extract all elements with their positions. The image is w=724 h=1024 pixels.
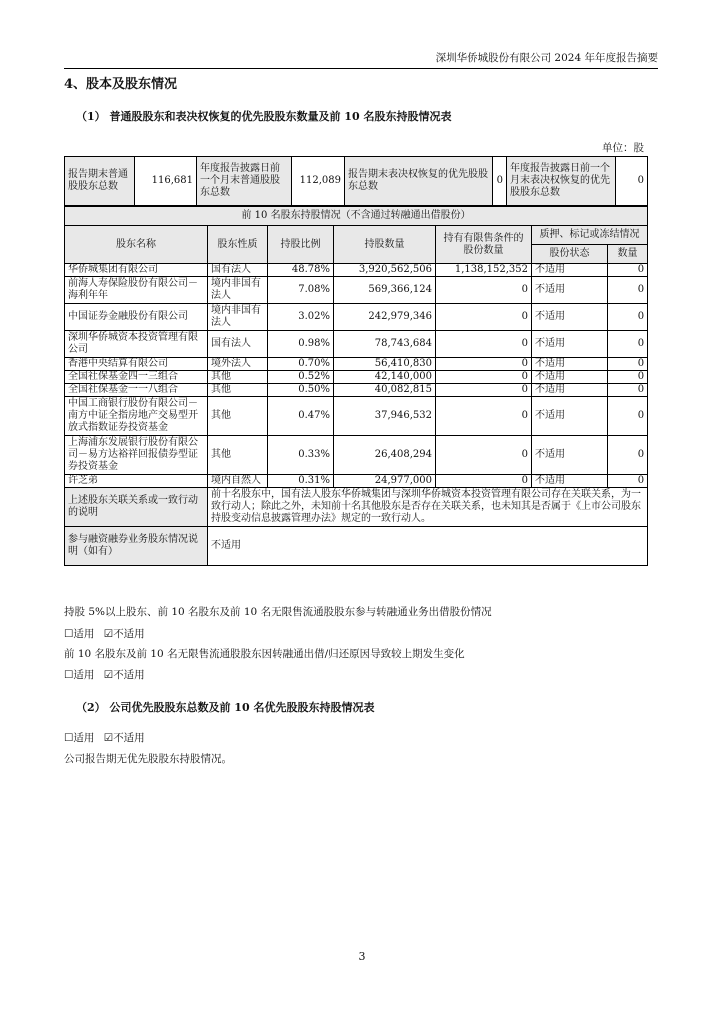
holder-shares: 242,979,346 — [334, 304, 436, 331]
holder-qty: 0 — [608, 277, 648, 304]
holder-status: 不适用 — [532, 397, 608, 436]
holder-shares: 40,082,815 — [334, 384, 436, 397]
holder-restricted: 0 — [436, 371, 532, 384]
holder-ratio: 3.02% — [268, 304, 334, 331]
holder-shares: 26,408,294 — [334, 436, 436, 475]
holder-ratio: 0.31% — [268, 475, 334, 488]
holder-name: 许芝弟 — [65, 475, 208, 488]
table-row — [65, 358, 648, 371]
table-row — [65, 264, 648, 277]
summary-value: 112,089 — [292, 157, 345, 206]
top10-shareholders-table — [64, 206, 648, 566]
holder-nature: 其他 — [208, 436, 268, 475]
holder-nature: 其他 — [208, 384, 268, 397]
holder-qty: 0 — [608, 331, 648, 358]
table-row — [65, 397, 648, 436]
option-applicable: 适用 — [73, 732, 95, 744]
holder-name: 香港中央结算有限公司 — [65, 358, 208, 371]
margin-trading-label: 参与融资融券业务股东情况说明（如有） — [65, 527, 208, 566]
holder-name: 全国社保基金四一三组合 — [65, 371, 208, 384]
unit-label: 单位：股 — [602, 142, 644, 154]
holder-name: 中国工商银行股份有限公司－南方中证全指房地产交易型开放式指数证券投资基金 — [65, 397, 208, 436]
holder-qty: 0 — [608, 264, 648, 277]
holder-nature: 境外法人 — [208, 358, 268, 371]
checkbox-unchecked-icon: ☐ — [64, 732, 74, 744]
summary-value: 0 — [616, 157, 648, 206]
applicability-choice — [64, 730, 145, 745]
holder-shares: 42,140,000 — [334, 371, 436, 384]
lending-change-text: 前 10 名股东及前 10 名无限售流通股股东因转融通出借/归还原因导致较上期发生变化 — [64, 648, 465, 660]
holder-name: 前海人寿保险股份有限公司－海利年年 — [65, 277, 208, 304]
holder-nature: 其他 — [208, 371, 268, 384]
holder-status: 不适用 — [532, 304, 608, 331]
holder-shares: 24,977,000 — [334, 475, 436, 488]
holder-restricted: 0 — [436, 475, 532, 488]
holder-name: 全国社保基金一一八组合 — [65, 384, 208, 397]
column-header: 股东名称 — [65, 226, 208, 264]
holder-name: 上海浦东发展银行股份有限公司－易方达裕祥回报债券型证券投资基金 — [65, 436, 208, 475]
holder-name: 深圳华侨城资本投资管理有限公司 — [65, 331, 208, 358]
holder-qty: 0 — [608, 475, 648, 488]
table-row — [65, 384, 648, 397]
holder-nature: 境内非国有法人 — [208, 304, 268, 331]
holder-restricted: 0 — [436, 331, 532, 358]
summary-value: 0 — [493, 157, 507, 206]
holder-restricted: 0 — [436, 397, 532, 436]
holder-ratio: 0.52% — [268, 371, 334, 384]
table-caption: 前 10 名股东持股情况（不含通过转融通出借股份） — [65, 207, 648, 226]
table-row — [65, 331, 648, 358]
column-header: 持股比例 — [268, 226, 334, 264]
holder-ratio: 0.70% — [268, 358, 334, 371]
table-row — [65, 371, 648, 384]
holder-status: 不适用 — [532, 436, 608, 475]
column-header: 数量 — [608, 245, 648, 264]
holder-qty: 0 — [608, 371, 648, 384]
holder-qty: 0 — [608, 304, 648, 331]
option-not-applicable: 不适用 — [113, 628, 145, 640]
holder-status: 不适用 — [532, 475, 608, 488]
holder-shares: 3,920,562,506 — [334, 264, 436, 277]
column-header: 持有有限售条件的股份数量 — [436, 226, 532, 264]
table-row — [65, 277, 648, 304]
holder-nature: 境内自然人 — [208, 475, 268, 488]
holder-ratio: 0.33% — [268, 436, 334, 475]
holder-ratio: 7.08% — [268, 277, 334, 304]
summary-label: 报告期末普通股股东总数 — [65, 157, 135, 206]
checkbox-checked-icon: ☑ — [103, 669, 114, 681]
lending-disclosure-text: 持股 5%以上股东、前 10 名股东及前 10 名无限售流通股股东参与转融通业务出借股份情况 — [64, 606, 492, 618]
holder-ratio: 48.78% — [268, 264, 334, 277]
holder-ratio: 0.47% — [268, 397, 334, 436]
holder-restricted: 0 — [436, 277, 532, 304]
applicability-choice — [64, 667, 145, 682]
holder-restricted: 0 — [436, 304, 532, 331]
holder-shares: 37,946,532 — [334, 397, 436, 436]
applicability-choice — [64, 626, 145, 641]
related-parties-text: 前十名股东中，国有法人股东华侨城集团与深圳华侨城资本投资管理有限公司存在关联关系，为一致行动人；除此之外，未知前十名其他股东是否存在关联关系，也未知其是否属于《上市公司股东持股变动信息披露管理办法》规定的一致行动人。 — [208, 488, 648, 527]
holder-qty: 0 — [608, 397, 648, 436]
holder-restricted: 1,138,152,352 — [436, 264, 532, 277]
holder-status: 不适用 — [532, 264, 608, 277]
holder-nature: 境内非国有法人 — [208, 277, 268, 304]
no-preferred-text: 公司报告期无优先股股东持股情况。 — [64, 753, 232, 765]
section-title: 4、股本及股东情况 — [64, 77, 178, 92]
holder-restricted: 0 — [436, 358, 532, 371]
related-parties-row — [65, 488, 648, 527]
column-header: 股份状态 — [532, 245, 608, 264]
option-applicable: 适用 — [73, 628, 95, 640]
shareholder-count-table — [64, 156, 648, 206]
margin-trading-text: 不适用 — [208, 527, 648, 566]
subsection-title-2: （2） 公司优先股股东总数及前 10 名优先股股东持股情况表 — [76, 701, 375, 714]
column-header: 持股数量 — [334, 226, 436, 264]
holder-restricted: 0 — [436, 436, 532, 475]
holder-name: 华侨城集团有限公司 — [65, 264, 208, 277]
holder-status: 不适用 — [532, 358, 608, 371]
table-row — [65, 304, 648, 331]
checkbox-unchecked-icon: ☐ — [64, 669, 74, 681]
table-row — [65, 436, 648, 475]
page-number: 3 — [358, 950, 366, 963]
subsection-title-1: （1） 普通股股东和表决权恢复的优先股股东数量及前 10 名股东持股情况表 — [76, 110, 452, 123]
holder-status: 不适用 — [532, 277, 608, 304]
summary-label: 年度报告披露日前一个月末普通股股东总数 — [197, 157, 292, 206]
related-parties-label: 上述股东关联关系或一致行动的说明 — [65, 488, 208, 527]
running-header: 深圳华侨城股份有限公司 2024 年年度报告摘要 — [64, 50, 658, 69]
holder-nature: 国有法人 — [208, 264, 268, 277]
holder-restricted: 0 — [436, 384, 532, 397]
summary-value: 116,681 — [135, 157, 197, 206]
option-not-applicable: 不适用 — [113, 669, 145, 681]
margin-trading-row — [65, 527, 648, 566]
holder-qty: 0 — [608, 358, 648, 371]
holder-shares: 56,410,830 — [334, 358, 436, 371]
checkbox-unchecked-icon: ☐ — [64, 628, 74, 640]
table-row — [65, 475, 648, 488]
holder-nature: 其他 — [208, 397, 268, 436]
holder-shares: 78,743,684 — [334, 331, 436, 358]
holder-status: 不适用 — [532, 371, 608, 384]
holder-nature: 国有法人 — [208, 331, 268, 358]
holder-qty: 0 — [608, 384, 648, 397]
option-not-applicable: 不适用 — [113, 732, 145, 744]
holder-ratio: 0.50% — [268, 384, 334, 397]
summary-label: 年度报告披露日前一个月末表决权恢复的优先股股东总数 — [507, 157, 616, 206]
checkbox-checked-icon: ☑ — [103, 732, 114, 744]
option-applicable: 适用 — [73, 669, 95, 681]
checkbox-checked-icon: ☑ — [103, 628, 114, 640]
holder-shares: 569,366,124 — [334, 277, 436, 304]
holder-name: 中国证券金融股份有限公司 — [65, 304, 208, 331]
holder-status: 不适用 — [532, 384, 608, 397]
column-header: 股东性质 — [208, 226, 268, 264]
holder-status: 不适用 — [532, 331, 608, 358]
column-header: 质押、标记或冻结情况 — [532, 226, 648, 245]
holder-ratio: 0.98% — [268, 331, 334, 358]
holder-qty: 0 — [608, 436, 648, 475]
summary-label: 报告期末表决权恢复的优先股股东总数 — [345, 157, 493, 206]
